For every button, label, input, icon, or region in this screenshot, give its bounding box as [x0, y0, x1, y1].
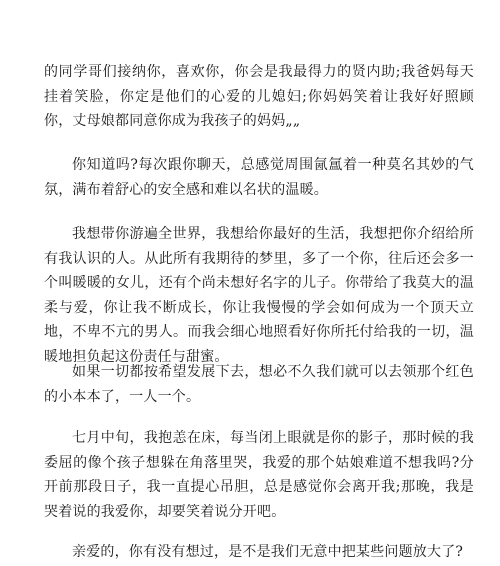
paragraph-5: 七月中旬，我抱恙在床，每当闭上眼就是你的影子，那时候的我委屈的像个孩子想躲在角落里哭，我爱的那个姑娘难道不想我吗?分开前那段日子，我一直提心吊胆，总是感觉你会离开我;那晚，我是哭着说的我爱你，却要笑着说分开吧。 [44, 430, 474, 520]
paragraph-3: 我想带你游遍全世界，我想给你最好的生活，我想把你介绍给所有我认识的人。从此所有我期待的梦里，多了一个你，往后还会多一个叫暖暖的女儿，还有个尚未想好名字的儿子。你带给了我莫大的温柔与爱，你让我不断成长，你让我慢慢的学会如何成为一个顶天立地，不卑不亢的男人。而我会细心地照看好你所托付给我的一切，温暖地担负起这份责任与甜蜜。 [44, 226, 474, 365]
paragraph-4: 如果一切都按希望发展下去，想必不久我们就可以去领那个红色的小本本了，一人一个。 [44, 364, 474, 405]
paragraph-2: 你知道吗?每次跟你聊天，总感觉周围氤氲着一种莫名其妙的气氛，满布着舒心的安全感和难以名状的温暖。 [44, 157, 474, 198]
paragraph-6: 亲爱的，你有没有想过，是不是我们无意中把某些问题放大了? [72, 544, 464, 560]
paragraph-1: 的同学哥们接纳你，喜欢你，你会是我最得力的贤内助;我爸妈每天挂着笑脸，你定是他们的心爱的儿媳妇;你妈妈笑着让我好好照顾你，丈母娘都同意你成为我孩子的妈妈„„ [44, 64, 474, 129]
